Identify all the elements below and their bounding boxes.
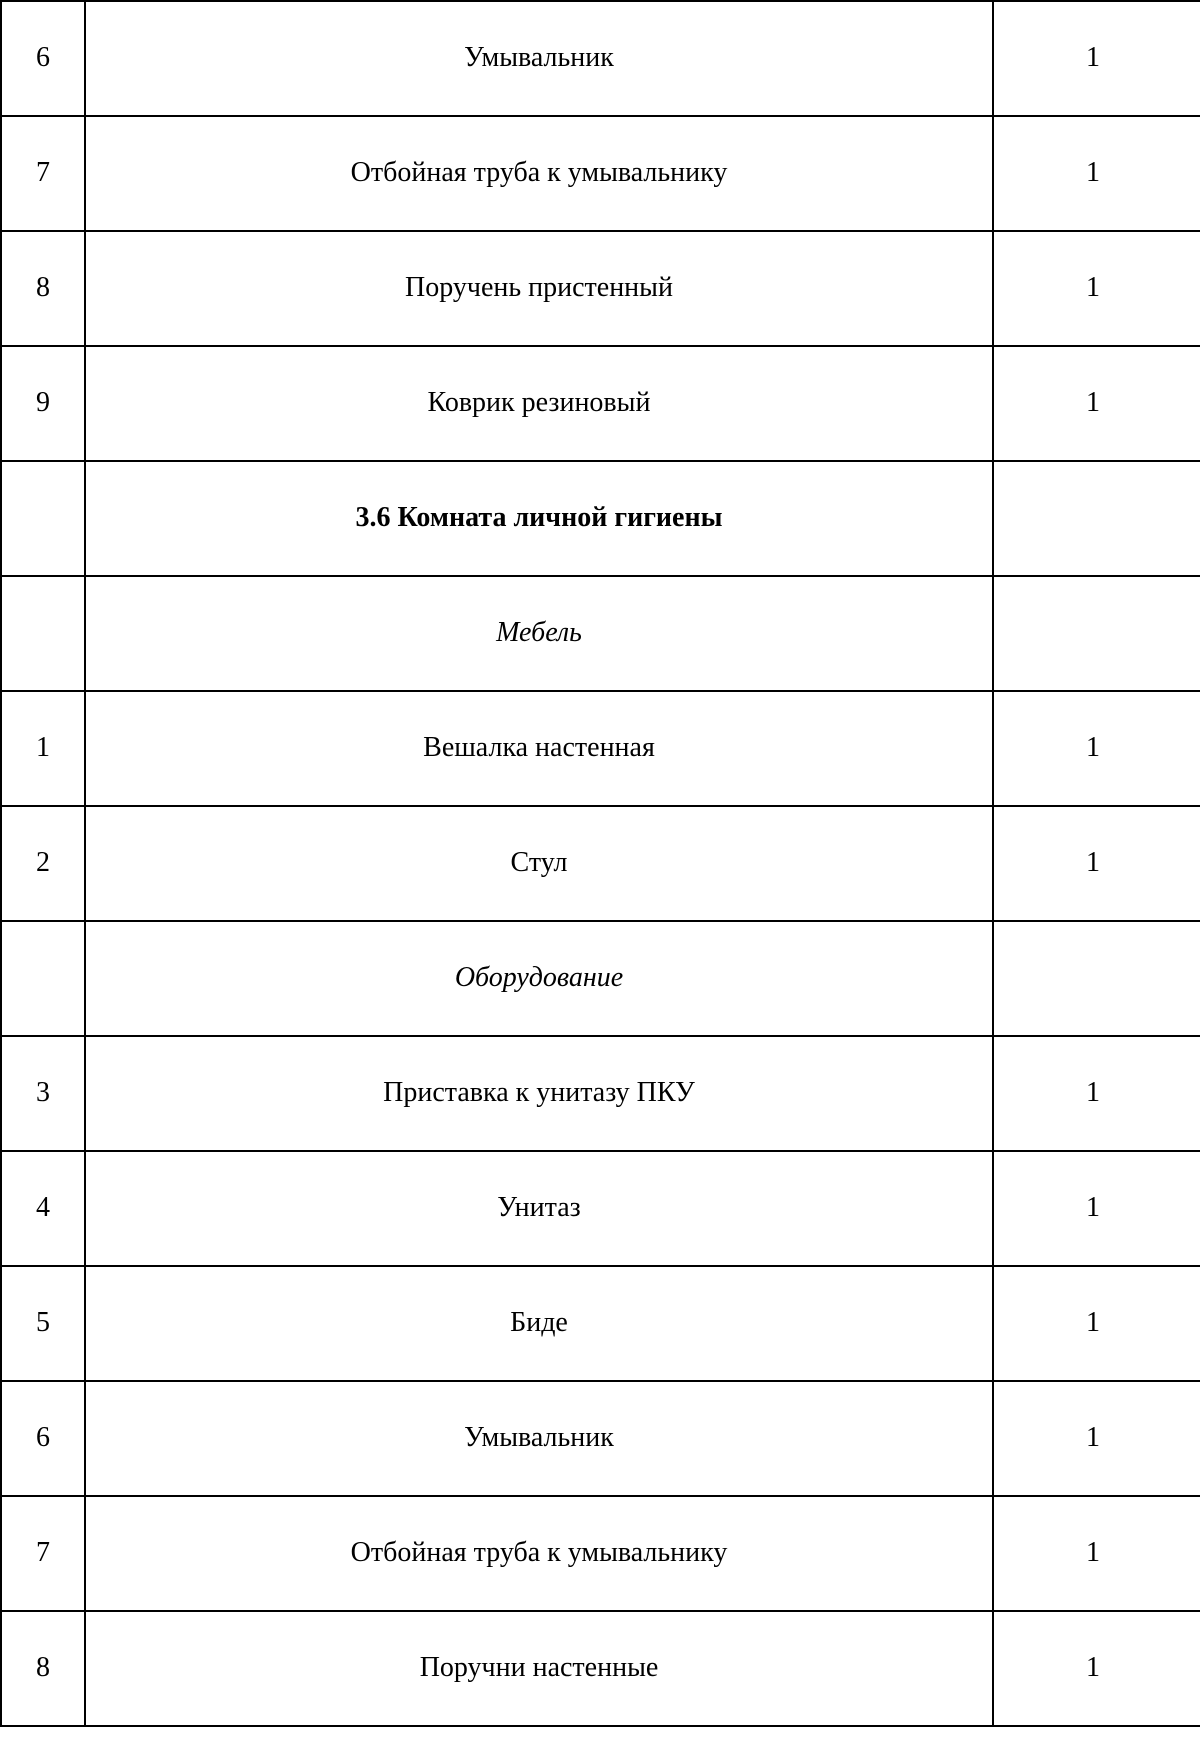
row-number [1,576,85,691]
subsection-title: Оборудование [85,921,993,1036]
item-quantity: 1 [993,1611,1200,1726]
item-quantity: 1 [993,346,1200,461]
table-row [1,1496,1200,1611]
section-title: 3.6 Комната личной гигиены [85,461,993,576]
item-quantity: 1 [993,1036,1200,1151]
item-quantity: 1 [993,806,1200,921]
row-number: 8 [1,1611,85,1726]
item-name: Приставка к унитазу ПКУ [85,1036,993,1151]
row-number: 5 [1,1266,85,1381]
subsection-header-row [1,921,1200,1036]
subsection-title: Мебель [85,576,993,691]
table-row [1,1611,1200,1726]
section-header-row [1,461,1200,576]
item-quantity [993,461,1200,576]
row-number: 2 [1,806,85,921]
table-row [1,231,1200,346]
table-row [1,1151,1200,1266]
table-row [1,1381,1200,1496]
row-number: 7 [1,116,85,231]
row-number: 8 [1,231,85,346]
item-name: Коврик резиновый [85,346,993,461]
row-number [1,921,85,1036]
item-name: Умывальник [85,1,993,116]
table-row [1,691,1200,806]
item-name: Умывальник [85,1381,993,1496]
row-number: 3 [1,1036,85,1151]
item-name: Стул [85,806,993,921]
item-quantity: 1 [993,1,1200,116]
subsection-header-row [1,576,1200,691]
table-row [1,1266,1200,1381]
table-row [1,1,1200,116]
row-number: 7 [1,1496,85,1611]
row-number: 4 [1,1151,85,1266]
item-quantity: 1 [993,691,1200,806]
table-row [1,116,1200,231]
item-name: Отбойная труба к умывальнику [85,1496,993,1611]
item-name: Вешалка настенная [85,691,993,806]
item-quantity: 1 [993,1266,1200,1381]
item-name: Поручни настенные [85,1611,993,1726]
table-row [1,806,1200,921]
item-quantity [993,921,1200,1036]
table-row [1,346,1200,461]
item-name: Поручень пристенный [85,231,993,346]
item-quantity: 1 [993,1496,1200,1611]
item-quantity: 1 [993,116,1200,231]
table-row [1,1036,1200,1151]
row-number [1,461,85,576]
row-number: 1 [1,691,85,806]
item-name: Биде [85,1266,993,1381]
row-number: 6 [1,1381,85,1496]
item-quantity: 1 [993,1151,1200,1266]
item-name: Унитаз [85,1151,993,1266]
row-number: 6 [1,1,85,116]
item-quantity [993,576,1200,691]
item-quantity: 1 [993,1381,1200,1496]
item-quantity: 1 [993,231,1200,346]
row-number: 9 [1,346,85,461]
item-name: Отбойная труба к умывальнику [85,116,993,231]
equipment-table-body [1,1,1200,1726]
